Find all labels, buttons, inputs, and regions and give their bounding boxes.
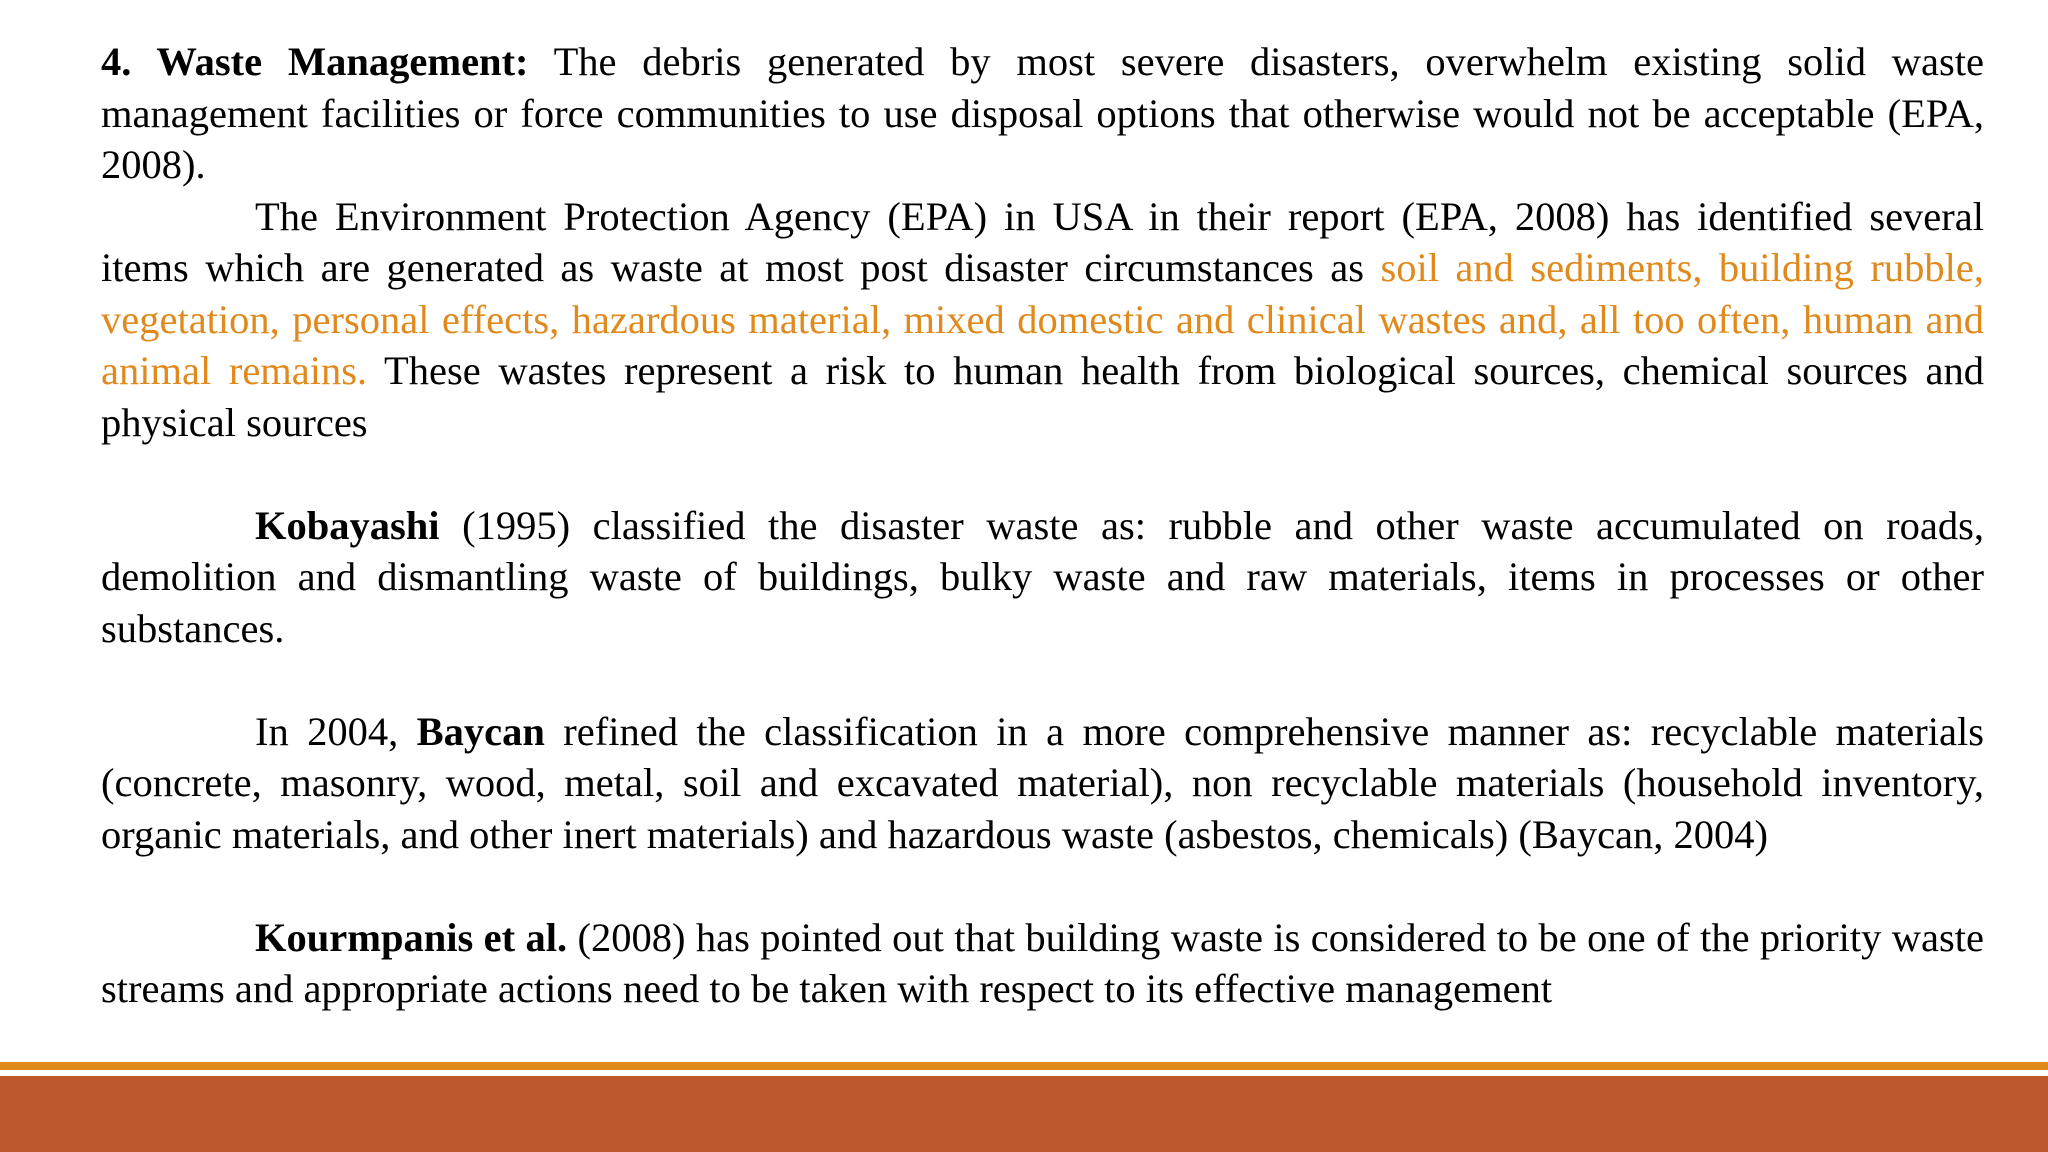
footer-bar: [0, 1076, 2048, 1152]
waste-items-highlight: soil and sediments, building rubble, vegetation, personal effects, hazardous material, mixed domestic and clinical wastes and, all too often, human and animal remains.: [101, 245, 1984, 393]
baycan-text: refined the classification in a more comprehensive manner as: recyclable materials (concrete, masonry, wood, metal, soil and excavated material), non recyclable materials (household inventory, organic materials, and other inert materials) and hazardous waste (asbestos, chemicals) (Baycan, 2004): [101, 708, 1984, 857]
kobayashi-author: Kobayashi: [255, 502, 440, 548]
kourmpanis-paragraph: [101, 912, 1984, 1015]
kobayashi-paragraph: [101, 500, 1984, 655]
epa-tail-text: These wastes represent a risk to human health from biological sources, chemical sources and physical sources: [101, 348, 1985, 445]
kourmpanis-author: Kourmpanis et al.: [255, 914, 568, 960]
section-intro-text: The debris generated by most severe disasters, overwhelm existing solid waste management facilities or force communities to use disposal options that otherwise would not be acceptable (EPA, 2008).: [101, 39, 1984, 187]
kourmpanis-text: (2008) has pointed out that building waste is considered to be one of the priority waste streams and appropriate actions need to be taken with respect to its effective management: [101, 914, 1985, 1011]
accent-divider-line: [0, 1062, 2048, 1070]
epa-paragraph: [101, 191, 1984, 449]
kobayashi-text: (1995) classified the disaster waste as: rubble and other waste accumulated on roads, demolition and dismantling waste of buildings, bulky waste and raw materials, items in processes or other substances.: [101, 502, 1984, 651]
section-heading: 4. Waste Management:: [101, 39, 529, 84]
baycan-paragraph: [101, 706, 1984, 861]
waste-management-paragraph: [101, 36, 1984, 191]
slide-body: [101, 36, 1984, 1015]
epa-lead-text: The Environment Protection Agency (EPA) in USA in their report (EPA, 2008) has identified several items which are generated as waste at most post disaster circumstances as: [101, 193, 1984, 290]
baycan-author: Baycan: [416, 708, 545, 754]
baycan-lead-text: In 2004,: [255, 708, 417, 754]
